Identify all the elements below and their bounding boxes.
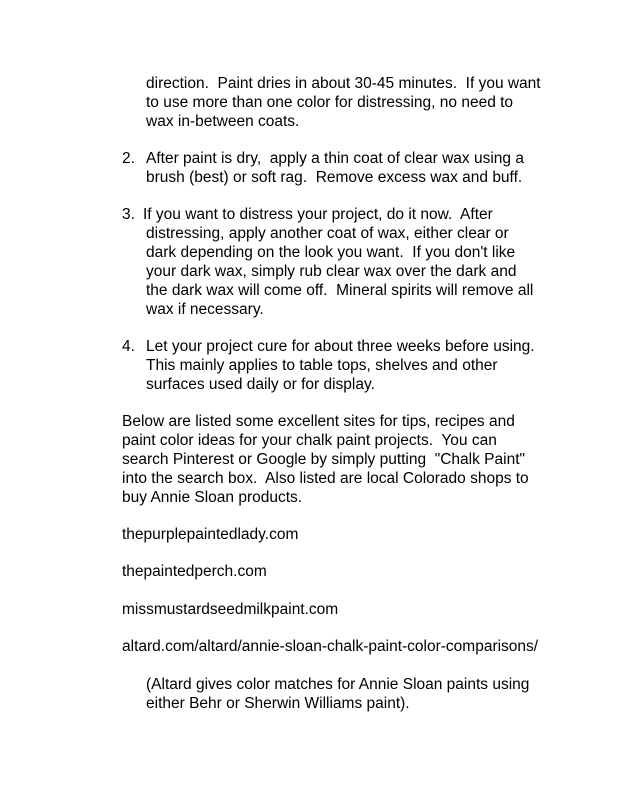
step-4-line-3: surfaces used daily or for display. [146,376,375,393]
intro-line-4: into the search box. Also listed are local Colorado shops to [122,470,529,487]
step-2-number: 2. [122,150,135,167]
step-3-line-3: dark depending on the look you want. If you don't like [146,244,516,261]
step-4-number: 4. [122,338,135,355]
site-link-altard[interactable]: altard.com/altard/annie-sloan-chalk-paint-color-comparisons/ [122,638,539,655]
step-3-line-4: your dark wax, simply rub clear wax over the dark and [146,263,517,280]
note-line-2: either Behr or Sherwin Williams paint). [146,695,410,712]
continuation-line-3: wax in-between coats. [146,113,300,130]
intro-line-2: paint color ideas for your chalk paint projects. You can [122,432,497,449]
step-3-line-6: wax if necessary. [146,301,264,318]
step-2-line-1: After paint is dry, apply a thin coat of clear wax using a [146,150,524,167]
continuation-line-2: to use more than one color for distressing, no need to [146,94,514,111]
step-3-number: 3. [122,206,135,223]
site-link-purplepaintedlady[interactable]: thepurplepaintedlady.com [122,526,299,543]
intro-line-5: buy Annie Sloan products. [122,489,303,506]
step-3-line-2: distressing, apply another coat of wax, either clear or [146,225,509,242]
step-4-line-1: Let your project cure for about three weeks before using. [146,338,535,355]
step-2-line-2: brush (best) or soft rag. Remove excess wax and buff. [146,169,523,186]
site-link-paintedperch[interactable]: thepaintedperch.com [122,563,267,580]
intro-line-3: search Pinterest or Google by simply putting "Chalk Paint" [122,451,525,468]
step-4-line-2: This mainly applies to table tops, shelves and other [146,357,498,374]
note-line-1: (Altard gives color matches for Annie Sloan paints using [146,676,530,693]
intro-line-1: Below are listed some excellent sites for tips, recipes and [122,413,515,430]
step-3-line-5: the dark wax will come off. Mineral spirits will remove all [146,282,534,299]
step-3-line-1: If you want to distress your project, do it now. After [143,206,493,223]
site-link-missmustardseed[interactable]: missmustardseedmilkpaint.com [122,601,339,618]
continuation-line-1: direction. Paint dries in about 30-45 minutes. If you want [146,75,541,92]
